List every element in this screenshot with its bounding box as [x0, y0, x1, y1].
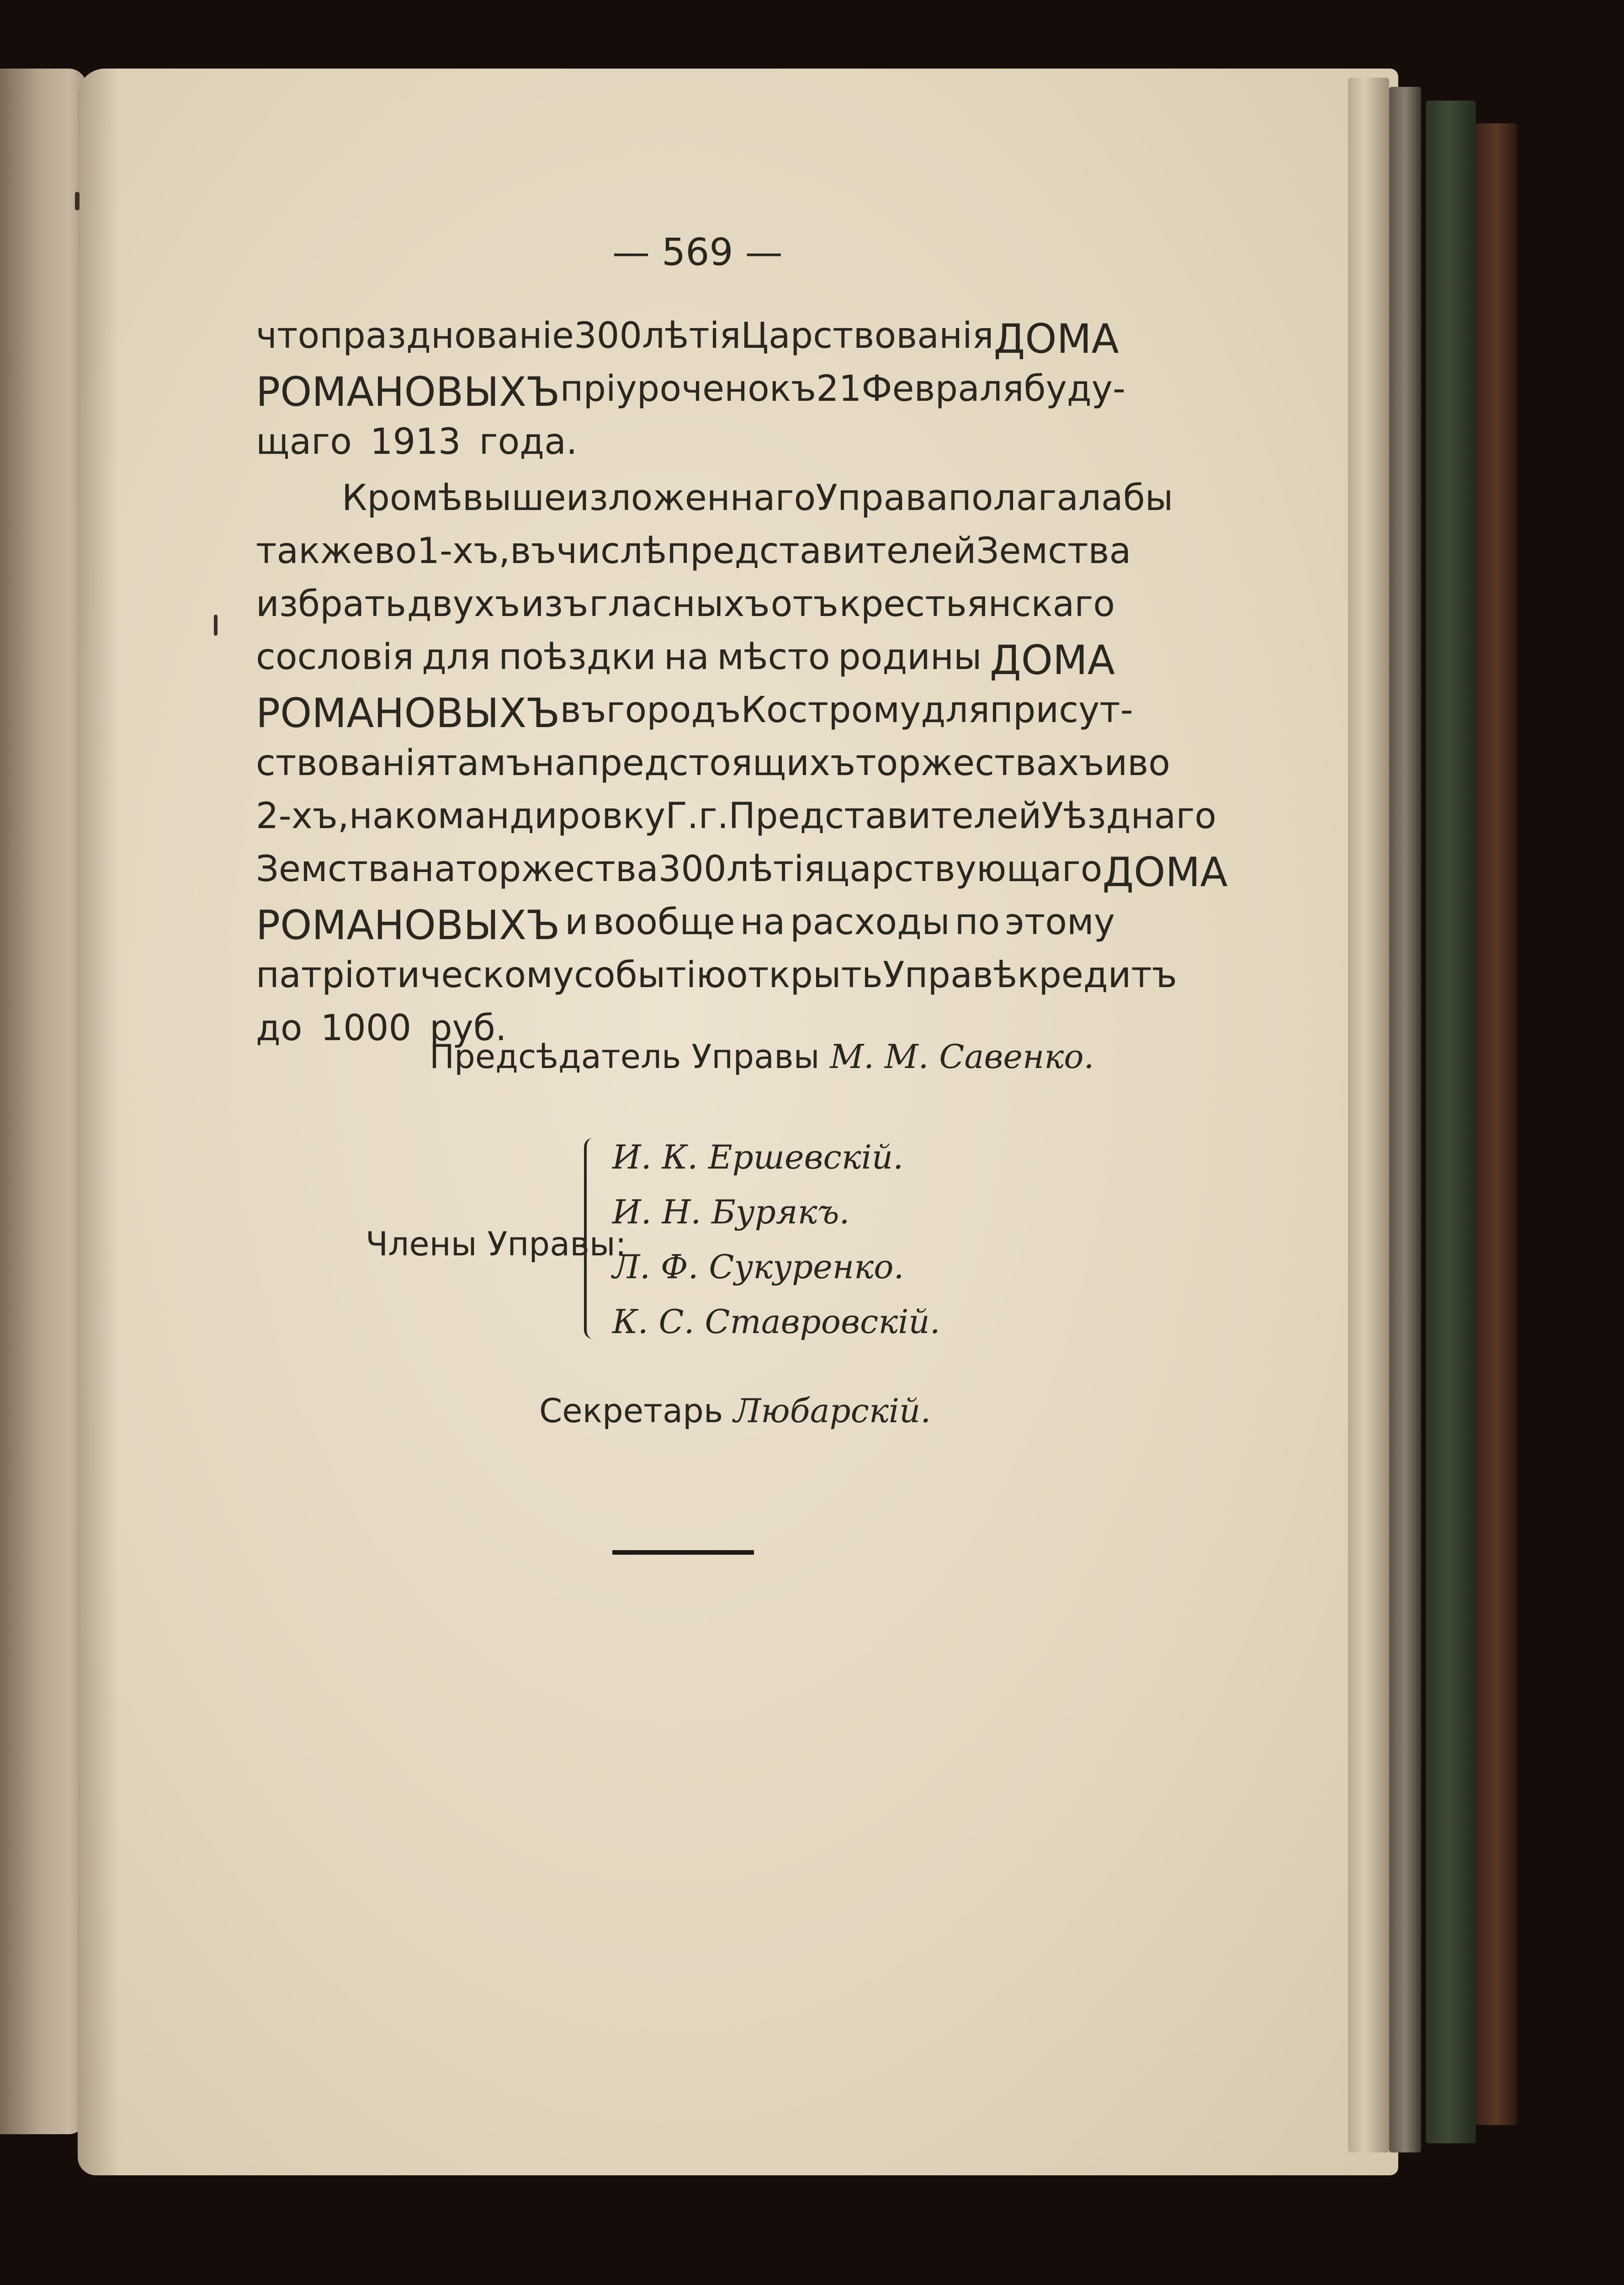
word: числѣ [556, 531, 667, 572]
word: на [664, 637, 709, 678]
word: Кострому [741, 690, 921, 731]
word: празднованіе [319, 315, 574, 356]
word: полагала [948, 478, 1123, 519]
secretary-name: Любарскій. [733, 1392, 931, 1430]
word: Представителей [728, 796, 1042, 837]
left-page-edge [0, 69, 87, 2134]
text-line [256, 743, 1170, 784]
word: представителей [667, 531, 977, 572]
text-line [256, 902, 1115, 949]
word: на [349, 796, 394, 837]
word: избрать [256, 584, 406, 625]
member-name: И. Н. Бурякъ. [612, 1193, 850, 1231]
word: торжествахъ [855, 743, 1104, 784]
word: этому [1004, 902, 1115, 943]
word: 1-хъ, [417, 531, 510, 572]
word: щаго [256, 421, 352, 462]
text-line [256, 796, 1217, 837]
word: на [531, 743, 577, 784]
word: Управа [816, 478, 948, 519]
margin-mark [214, 615, 218, 636]
word: кредитъ [1017, 955, 1177, 996]
text-line [256, 531, 1131, 572]
member-name: К. С. Ставровскій. [612, 1302, 940, 1341]
word: РОМАНОВЫХЪ [256, 368, 560, 415]
word: ДОМА [989, 637, 1115, 684]
word: въ [510, 531, 557, 572]
word: ДОМА [1102, 849, 1228, 896]
word: Февраля [861, 368, 1024, 409]
word: 1000 [320, 1008, 412, 1049]
book-cover-edge [1426, 101, 1476, 2143]
member-name: Л. Ф. Сукуренко. [612, 1248, 904, 1286]
word: присут- [989, 690, 1133, 731]
page-stack-edge [1348, 78, 1389, 2152]
member-name: И. К. Ершевскій. [612, 1138, 904, 1176]
word: 300 [658, 849, 727, 890]
word: Земства [976, 531, 1131, 572]
word: лѣтія [726, 849, 825, 890]
word: для [422, 637, 491, 678]
text-line [342, 478, 1173, 519]
word: что [256, 315, 320, 356]
chairman-name: М. М. Савенко. [830, 1037, 1094, 1076]
word: во [1127, 743, 1170, 784]
word: на [410, 849, 456, 890]
word: вообще [593, 902, 735, 943]
page-number: — 569 — [612, 231, 783, 274]
word: открыть [726, 955, 883, 996]
word: крестьянскаго [839, 584, 1115, 625]
word: руб. [430, 1008, 507, 1049]
word: Земства [256, 849, 411, 890]
word: вышеизложеннаго [462, 478, 816, 519]
word: городъ [606, 690, 741, 731]
word: отъ [770, 584, 839, 625]
page-stack-edge [1389, 87, 1421, 2152]
word: на [740, 902, 785, 943]
word: Царствованія [741, 315, 994, 356]
word: торжества [456, 849, 658, 890]
word: РОМАНОВЫХЪ [256, 690, 560, 737]
members-label: Члены Управы: [366, 1225, 626, 1263]
book-spine-edge [1476, 123, 1517, 2125]
word: царствующаго [825, 849, 1103, 890]
word: Уѣзднаго [1041, 796, 1217, 837]
word: пріурочено [560, 368, 770, 409]
word: предстоящихъ [576, 743, 856, 784]
word: до [256, 1008, 303, 1049]
text-line [256, 315, 1119, 362]
word: родины [838, 637, 982, 678]
page-gutter-shadow [78, 69, 119, 2175]
word: расходы [790, 902, 950, 943]
word: въ [560, 690, 606, 731]
word: Г.г. [665, 796, 729, 837]
word: двухъ [407, 584, 520, 625]
word: патріотическому [256, 955, 574, 996]
text-line [256, 849, 1228, 896]
word: и [1104, 743, 1128, 784]
secretary-signature [539, 1392, 931, 1430]
closing-rule [612, 1550, 754, 1555]
margin-mark [75, 192, 80, 210]
word: командировку [394, 796, 666, 837]
word: и [565, 902, 588, 943]
word: 2-хъ, [256, 796, 349, 837]
word: ДОМА [993, 315, 1119, 362]
chairman-label: Предсѣдатель Управы [430, 1037, 820, 1076]
word: года. [479, 421, 578, 462]
word: буду- [1024, 368, 1126, 409]
word: Кромѣ [342, 478, 462, 519]
word: лѣтія [642, 315, 741, 356]
word: событію [574, 955, 727, 996]
word: Управѣ [882, 955, 1018, 996]
chairman-signature [430, 1037, 1094, 1076]
word: гласныхъ [589, 584, 770, 625]
word: сословія [256, 637, 414, 678]
word: къ [769, 368, 817, 409]
word: по [955, 902, 1000, 943]
text-line [256, 421, 1115, 462]
word: поѣздки [499, 637, 656, 678]
word: 21 [816, 368, 862, 409]
text-line [256, 584, 1115, 625]
text-line [256, 955, 1177, 996]
word: РОМАНОВЫХЪ [256, 902, 560, 949]
word: во [374, 531, 417, 572]
text-line [256, 637, 1115, 684]
word: мѣсто [717, 637, 830, 678]
word: тамъ [436, 743, 531, 784]
word: для [921, 690, 990, 731]
members-brace [584, 1138, 593, 1339]
text-line [256, 368, 1126, 415]
word: ствованія [256, 743, 437, 784]
word: бы [1123, 478, 1173, 519]
word: 300 [574, 315, 642, 356]
word: 1913 [370, 421, 461, 462]
word: изъ [521, 584, 589, 625]
text-line [256, 690, 1133, 737]
secretary-label: Секретарь [539, 1392, 723, 1430]
word: также [256, 531, 374, 572]
